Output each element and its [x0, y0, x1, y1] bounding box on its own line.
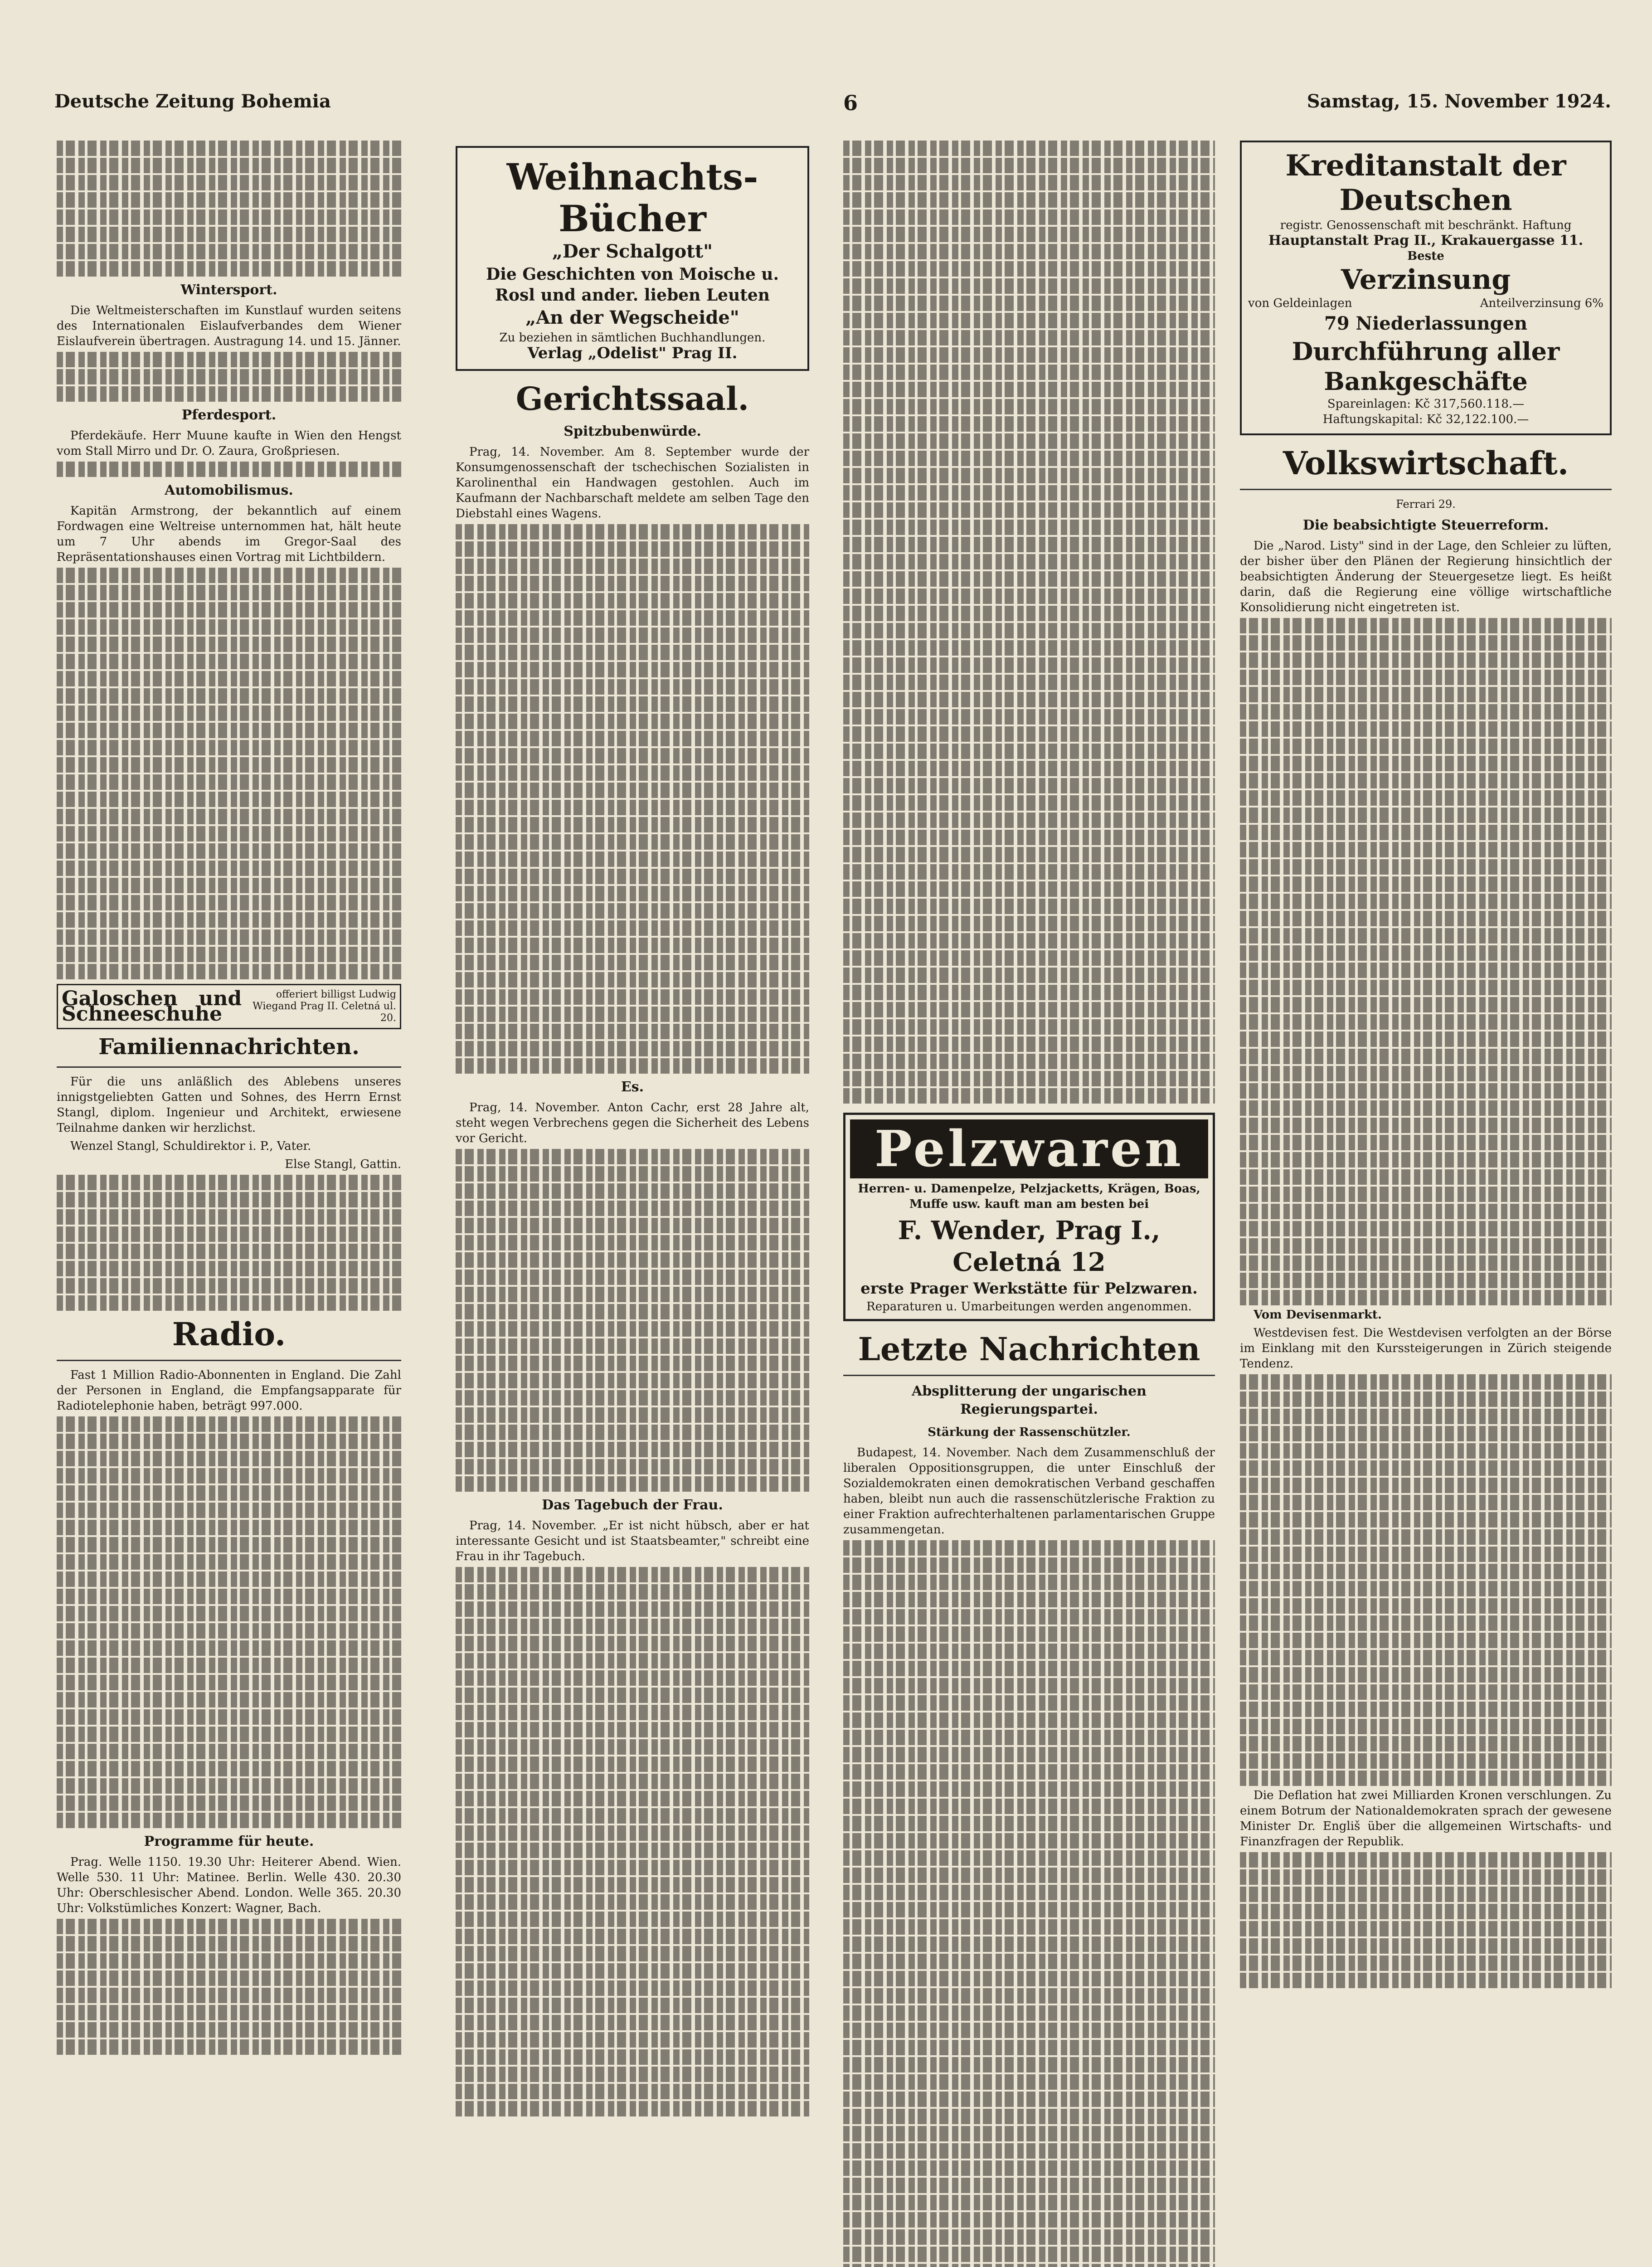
gericht-subheading: Spitzbubenwürde. — [564, 423, 701, 439]
ad-pelz-note: Reparaturen u. Umarbeitungen werden angenommen. — [866, 1300, 1192, 1313]
wintersport-text: Die Weltmeisterschaften im Kunstlauf wurden seitens des Internationalen Eislaufverbandes dem Wiener Eislaufverein übertragen. Austragung 14. und 15. Jänner. — [57, 304, 401, 348]
wintersport-heading: Wintersport. — [180, 282, 277, 298]
ad-schneeschuhe — [57, 984, 401, 1029]
familien-text: Für die uns anläßlich des Ablebens unseres innigstgeliebten Gatten und Sohnes, des Herrn Ernst Stangl, diplom. Ingenieur und Architekt, erwiesene Teilnahme danken wir herzlichst. — [57, 1075, 401, 1135]
pferdesport-text: Pferdekäufe. Herr Muune kaufte in Wien den Hengst vom Stall Mirro und Dr. O. Zaura, Großpriesen. — [57, 429, 401, 458]
ad-buecher-title: Weihnachts-Bücher — [506, 156, 758, 240]
pferdesport-heading: Pferdesport. — [181, 407, 277, 423]
ad-buecher-line-3: „An der Wegscheide" — [525, 307, 739, 328]
es-text: Prag, 14. November. Anton Cachr, erst 28 Jahre alt, steht wegen Verbrechens gegen die Sicherheit des Lebens vor Gericht. — [456, 1101, 809, 1145]
ad-buecher-line-2: Die Geschichten von Moische u. Rosl und ander. lieben Leuten — [486, 265, 779, 305]
volkswirtschaft-heading: Volkswirtschaft. — [1283, 444, 1569, 482]
ad-pelzwaren — [843, 1113, 1215, 1321]
column-2 — [456, 141, 809, 2118]
steuerreform-heading: Die beabsichtigte Steuerreform. — [1302, 517, 1549, 533]
tagebuch-heading: Das Tagebuch der Frau. — [542, 1497, 723, 1513]
ad-bank-address: Hauptanstalt Prag II., Krakauergasse 11. — [1268, 233, 1584, 248]
masthead — [54, 91, 1611, 118]
letzte-text: Budapest, 14. November. Nach dem Zusammenschluß der liberalen Oppositionsgruppen, die unter Einschluß der Sozialdemokraten einen demokratischen Verband geschaffen haben, bleibt nun auch die rassenschützlerische Fraktion zu einer Fraktion aufrechterhaltenen parlamentarischen Gruppe zusammengetan. — [843, 1446, 1215, 1537]
ad-pelz-firm: F. Wender, Prag I., Celetná 12 — [898, 1216, 1161, 1277]
ad-bank-sub: registr. Genossenschaft mit beschränkt. Haftung — [1280, 219, 1572, 232]
ad-bank-durchfuehrung: Durchführung aller Bankgeschäfte — [1292, 337, 1560, 396]
gericht-heading: Gerichtssaal. — [515, 380, 749, 418]
es-heading: Es. — [621, 1079, 644, 1095]
ad-bank-verzinsung: Verzinsung — [1341, 264, 1511, 296]
ad-weihnachtsbuecher — [456, 146, 809, 371]
masthead-title: Deutsche Zeitung Bohemia — [54, 91, 331, 112]
gericht-text: Prag, 14. November. Am 8. September wurde der Konsumgenossenschaft der tschechischen Sozialisten in Karolinenthal ein Handwagen gestohlen. Auch im Kaufmann der Nachbarschaft meldete am selben Tage den Diebstahl eines Wagens. — [456, 445, 809, 521]
ad-buecher-publisher: Verlag „Odelist" Prag II. — [527, 344, 738, 362]
programme-heading: Programme für heute. — [144, 1834, 314, 1849]
letzte-subheading-1: Absplitterung der ungarischen Regierungspartei. — [912, 1383, 1147, 1417]
ad-pelz-title: Pelzwaren — [850, 1119, 1208, 1178]
volkswirtschaft-date: Ferrari 29. — [1396, 498, 1456, 511]
ad-buecher-footer: Zu beziehen in sämtlichen Buchhandlungen. — [499, 331, 766, 345]
ad-bank-beste: Beste — [1407, 249, 1444, 263]
devisen-text: Westdevisen fest. Die Westdevisen verfolgten an der Börse im Einklang mit den Kurssteigerungen in Zürich steigende Tendenz. — [1240, 1326, 1612, 1371]
ad-pelz-tag: erste Prager Werkstätte für Pelzwaren. — [860, 1279, 1198, 1298]
devisen-heading — [1240, 1307, 1612, 1323]
ad-bank-row-right: Anteilverzinsung 6% — [1480, 297, 1603, 310]
deflation-text: Die Deflation hat zwei Milliarden Kronen verschlungen. Zu einem Botrum der Nationaldemokraten sprach der gewesene Minister Dr. Engliš über die allgemeinen Wirtschafts- und Finanzfragen der Republik. — [1240, 1789, 1612, 1849]
tagebuch-text: Prag, 14. November. „Er ist nicht hübsch, aber er hat interessante Gesicht und ist Staatsbeamter," schreibt eine Frau in ihr Tagebuch. — [456, 1519, 809, 1563]
column-4 — [1240, 141, 1612, 1990]
ad-schneeschuhe-sub: offeriert billigst Ludwig Wiegand Prag II. Celetná ul. 20. — [253, 989, 396, 1024]
letzte-subheading-2: Stärkung der Rassenschützler. — [928, 1425, 1131, 1439]
familien-heading: Familiennachrichten. — [98, 1034, 360, 1060]
radio-heading: Radio. — [172, 1315, 286, 1353]
ad-bank-title: Kreditanstalt der Deutschen — [1285, 149, 1566, 217]
devisen-title: Vom Devisenmarkt. — [1254, 1308, 1382, 1322]
radio-text: Fast 1 Million Radio-Abonnenten in England. Die Zahl der Personen in England, die Empfangsapparate für Radiotelephonie haben, beträgt 997.000. — [57, 1368, 401, 1413]
masthead-date: Samstag, 15. November 1924. — [1307, 91, 1611, 112]
letzte-heading: Letzte Nachrichten — [858, 1330, 1200, 1368]
automobil-text: Kapitän Armstrong, der bekanntlich auf einem Fordwagen eine Weltreise unternommen hat, hält heute um 7 Uhr abends im Gregor-Saal des Repräsentationshauses einen Vortrag mit Lichtbildern. — [57, 504, 401, 564]
ad-bank-row-left: von Geldeinlagen — [1248, 297, 1352, 310]
ad-bank-row — [1248, 296, 1603, 311]
steuerreform-text: Die „Narod. Listy" sind in der Lage, den Schleier zu lüften, der bisher über den Plänen der Regierung hinsichtlich der beabsichtigten Änderung der Steuergesetze liegt. Es heißt darin, daß die Regierung eine völlige wirtschaftliche Konsolidierung nicht eingetreten ist. — [1240, 539, 1612, 614]
familien-sign-2: Else Stangl, Gattin. — [285, 1158, 401, 1171]
ad-buecher-line-1: „Der Schalgott" — [552, 241, 713, 262]
ad-bank-branches: 79 Niederlassungen — [1324, 313, 1528, 334]
ad-schneeschuhe-title: Galoschen und Schneeschuhe — [62, 987, 242, 1026]
ad-pelz-sub: Herren- u. Damenpelze, Pelzjacketts, Krägen, Boas, Muffe usw. kauft man am besten bei — [858, 1182, 1200, 1211]
ad-kreditanstalt — [1240, 141, 1612, 435]
programme-text: Prag. Welle 1150. 19.30 Uhr: Heiterer Abend. Wien. Welle 530. 11 Uhr: Matinee. Berlin. Welle 430. 20.30 Uhr: Oberschlesischer Abend. London. Welle 365. 20.30 Uhr: Volkstümliches Konzert: Wagner, Bach. — [57, 1855, 401, 1915]
column-3 — [843, 141, 1215, 2267]
ad-bank-capital-2: Haftungskapital: Kč 32,122.100.— — [1322, 413, 1529, 426]
page-number: 6 — [843, 91, 858, 115]
ad-bank-capital-1: Spareinlagen: Kč 317,560.118.— — [1327, 397, 1525, 411]
column-1 — [57, 141, 401, 2057]
familien-sign-1: Wenzel Stangl, Schuldirektor i. P., Vater. — [70, 1139, 311, 1153]
automobil-heading: Automobilismus. — [165, 482, 293, 498]
